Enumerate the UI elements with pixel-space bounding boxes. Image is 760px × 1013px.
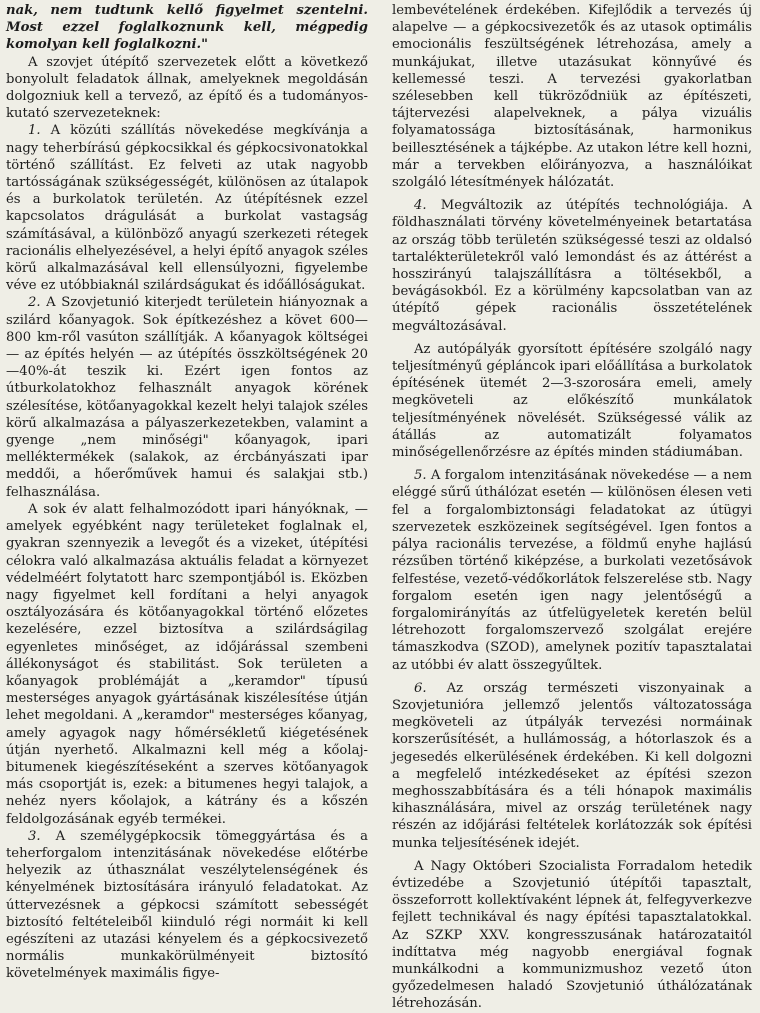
paragraph-continuation: lembevételének érdekében. Kifejlődik a tervezés új alapelve — a gépkocsivezetők és az utasok optimális emocionális feszültségének létrehozása, amely a munkájukat, illetve utazásukat könnyűvé és kellemessé teszi. A tervezési gyakorlatban szélesebben kell tükröződniük az építészeti, tájtervezési alapelveknek, a pálya vizuális folyamatossága biztosításának, harmonikus beillesztésének a tájképbe. Az utakon létre kell hozni, már a tervekben előirányozva, a használóikat szolgáló létesítmények hálózatát. — [392, 3, 753, 191]
item-number: 1. — [28, 123, 41, 139]
paragraph-autobahn: Az autópályák gyorsított építésére szolgáló nagy teljesítményű gépláncok ipari előállítása a burkolatok építésének ütemét 2—3-szorosára emeli, amely megköveteli az előkészítő munkálatok teljesítményének növelését. Szükségessé válik az átállás az automatizált folyamatos minőségellenőrzésre az építés minden stádiumában. — [392, 341, 752, 461]
paragraph-item-3 — [6, 828, 368, 983]
right-text-column — [392, 2, 752, 1013]
item-text: A Szovjetunió kiterjedt területein hiányoznak a szilárd kőanyagok. Sok építkezéshez a követ 600—800 km-ről vasúton szállítják. A kőanyagok költségei — az építés helyén — az útépítés összköltségének 20—40%-át teszik ki. Ezért igen fontos az útburkolatokhoz felhasznált anyagok körének szélesítése, kötőanyagokkal kezelt helyi talajok széles körű alkalmazása a pályaszerkezetekben, valamint a gyenge „nem minőségi" kőanyagok, ipari melléktermékek (salakok, az ércbányászati ipar meddői, a hőerőművek hamui és salakjai stb.) felhasználása. — [6, 295, 368, 500]
item-number: 4. — [414, 198, 427, 214]
paragraph-industrial-waste: A sok év alatt felhalmozódott ipari hányóknak, — amelyek egyébként nagy területeket foglalnak el, gyakran szennyezik a levegőt és a vizeket, útépítési célokra való alkalmazása aktuális feladat a környezet védelméért folytatott harc szempontjából is. Eközben nagy figyelmet kell fordítani a helyi anyagok osztályozására és kötőanyagokkal történő előzetes kezelésére, ezzel biztosítva a szilárdságilag egyenletes minőséget, az időjárással szembeni állékonyságot és stabilitást. Sok területen a kőanyagok problémáját a „keramdor" típusú mesterséges anyagok gyártásának kiszélesítése útján lehet megoldani. A „keramdor" mesterséges kőanyag, amely agyagok nagy hőmérsékletű kiégetésének útján nyerhető. Alkalmazni kell még a kőolaj-bitumenek kiegészítéseként a szerves kötőanyagok más csoportját is, ezek: a bitumenes hegyi talajok, a nehéz nyers kőolajok, a kátrány és a kőszén feldolgozásának egyéb termékei. — [6, 501, 368, 827]
item-text: Megváltozik az útépítés technológiája. A földhasználati törvény követelményeinek betartatása az ország több területén szükségessé teszi az oldalsó tartalékterületekről való lemondást és az áttérést a hosszirányú talajszállításra a töltésekből, a bevágásokból. Ez a körülmény kapcsolatban van az útépítő gépek racionális összetételének megváltozásával. — [392, 198, 752, 334]
paragraph-intro: A szovjet útépítő szervezetek előtt a következő bonyolult feladatok állnak, amelyeknek megoldásán dolgozniuk kell a tervező, az építő és a tudományos-kutató szervezeteknek: — [6, 54, 368, 122]
item-text: A személygépkocsik tömeggyártása és a teherforgalom intenzitásának növekedése előtérbe helyezik az úthasználat veszélytelenségének és kényelmének biztosítására irányuló feladatokat. Az úttervezésnek a gépkocsi számított sebességét biztosító feltételeiből kiinduló régi normáit ki kell egészíteni az utazási kényelem és a gépkocsivezető normális munkakörülményeit biztosító követelmények maximális figye- — [6, 828, 368, 982]
item-text: A forgalom intenzitásának növekedése — a nem eléggé sűrű úthálózat esetén — különösen élesen veti fel a forgalombiztonsági feladatokat az útügyi szervezetek eszközeinek segítségével. Igen fontos a pálya racionális tervezése, a földmű enyhe hajlású rézsűben történő kiképzése, a burkolati vezetősávok felfestése, vezető-védőkorlátok felszerelése stb. Nagy forgalom esetén igen nagy jelentőségű a forgalomirányítás az útfelügyeletek keretén belül létrehozott forgalomszervező szolgálat erejére támaszkodva (SZOD), amelynek pozitív tapasztalatai az utóbbi év alatt összegyűltek. — [392, 468, 752, 673]
paragraph-item-1 — [6, 122, 368, 294]
item-number: 2. — [28, 295, 41, 311]
left-text-column — [6, 2, 368, 983]
item-text: Az ország természeti viszonyainak a Szovjetunióra jellemző jelentős változatossága megköveteli az útpályák tervezési normáinak korszerűsítését, a hullámosság, a hótorlaszok és a jegesedés elkerülésének érdekében. Ki kell dolgozni a megfelelő intézkedéseket az építési szezon meghosszabbítására és a téli hónapok maximális kihasználására, mivel az ország területének nagy részén az időjárási feltételek korlátozzák sok építési munka teljesítésének idejét. — [392, 680, 752, 851]
paragraph-quote-end: nak, nem tudtunk kellő figyelmet szentelni. Most ezzel foglalkoznunk kell, mégpedig komolyan kell foglalkozni." — [6, 3, 368, 53]
paragraph-item-2 — [6, 294, 368, 500]
paragraph-item-6 — [392, 680, 752, 852]
paragraph-item-4 — [392, 197, 752, 335]
item-number: 6. — [414, 680, 427, 696]
item-number: 5. — [414, 468, 427, 484]
item-number: 3. — [28, 828, 41, 844]
item-text: A közúti szállítás növekedése megkívánja a nagy teherbírású gépkocsikkal és gépkocsivonatokkal történő szállítást. Ez felveti az utak nagyobb tartósságának szükségességét, különösen az útalapok és a burkolatok területén. Az útépítésnek ezzel kapcsolatos drágulását a burkolat vastagság számításával, a különböző anyagú szerkezeti rétegek racionális elhelyezésével, a helyi építő anyagok széles körű alkalmazásával kell ellensúlyozni, figyelembe véve ez utóbbiaknál szilárdságukat és időállóságukat. — [6, 123, 368, 294]
paragraph-item-5 — [392, 467, 752, 673]
paragraph-conclusion: A Nagy Októberi Szocialista Forradalom hetedik évtizedébe a Szovjetunió útépítői tapasztalt, összeforrott kollektívaként lépnek át, felfegyverkezve fejlett technikával és nagy építési tapasztalatokkal. Az SZKP XXV. kongresszusának határozataitól indíttatva még nagyobb energiával fognak munkálkodni a kommunizmushoz vezető úton győzedelmesen haladó Szovjetunió úthálózatának létrehozásán. — [392, 858, 752, 1012]
